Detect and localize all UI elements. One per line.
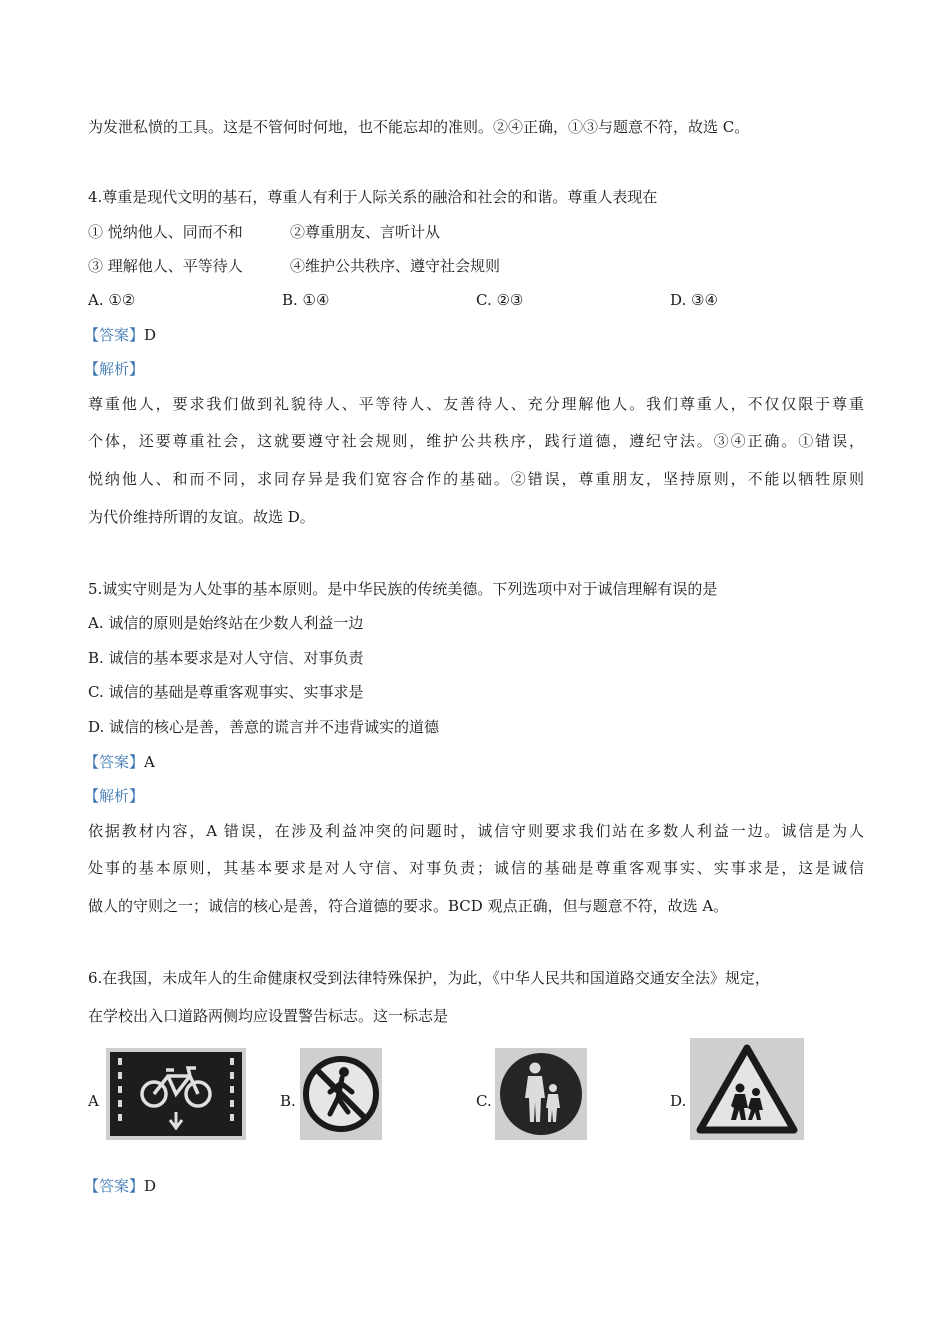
q4-analysis-line-4: 为代价维持所谓的友谊。故选 D。 <box>88 508 315 526</box>
q4-analysis-line-1: 尊重他人，要求我们做到礼貌待人、平等待人、友善待人、充分理解他人。我们尊重人，不仅仅限于尊重 <box>88 395 864 413</box>
adult-and-child-sign-icon <box>495 1048 587 1140</box>
q6-option-a-label: A <box>88 1092 99 1110</box>
q5-option-c: C. 诚信的基础是尊重客观事实、实事求是 <box>88 683 364 701</box>
bicycle-lane-sign-icon <box>106 1048 246 1140</box>
q5-analysis-line-3: 做人的守则之一；诚信的核心是善，符合道德的要求。BCD 观点正确，但与题意不符，故选 A。 <box>88 897 729 915</box>
q4-option-b: B. ①④ <box>282 291 330 309</box>
q6-option-c-sign <box>495 1048 587 1140</box>
q4-analysis-line-3: 悦纳他人、和而不同，求同存异是我们宽容合作的基础。②错误，尊重朋友，坚持原则，不能以牺牲原则 <box>88 470 864 488</box>
q6-answer-tag: 【答案】 <box>84 1177 145 1195</box>
q6-stem-line-1: 6.在我国，未成年人的生命健康权受到法律特殊保护，为此，《中华人民共和国道路交通安全法》规定， <box>88 969 770 987</box>
school-children-warning-sign-icon <box>690 1038 804 1140</box>
q4-answer-value: D <box>144 326 157 344</box>
q4-statement-3: ③ 理解他人、平等待人 <box>88 257 243 275</box>
q6-answer <box>84 1176 156 1196</box>
q5-option-d: D. 诚信的核心是善，善意的谎言并不违背诚实的道德 <box>88 718 440 736</box>
q6-option-d-label: D. <box>670 1092 687 1110</box>
no-pedestrians-sign-icon <box>300 1048 382 1140</box>
q5-analysis-line-1: 依据教材内容，A 错误，在涉及利益冲突的问题时，诚信守则要求我们站在多数人利益一边。诚信是为人 <box>88 822 864 840</box>
q5-option-b: B. 诚信的基本要求是对人守信、对事负责 <box>88 649 364 667</box>
q6-stem-line-2: 在学校出入口道路两侧均应设置警告标志。这一标志是 <box>88 1007 449 1025</box>
q5-option-a: A. 诚信的原则是始终站在少数人利益一边 <box>88 614 364 632</box>
q6-option-c-label: C. <box>476 1092 492 1110</box>
q6-answer-value: D <box>144 1177 157 1195</box>
q5-answer <box>84 752 155 772</box>
q6-option-a-sign <box>106 1048 246 1140</box>
q5-answer-tag: 【答案】 <box>84 753 145 771</box>
q4-statement-4: ④维护公共秩序、遵守社会规则 <box>290 257 501 275</box>
q4-option-d: D. ③④ <box>670 291 718 309</box>
q4-option-c: C. ②③ <box>476 291 524 309</box>
q4-answer-tag: 【答案】 <box>84 326 145 344</box>
q4-analysis-tag: 【解析】 <box>84 360 145 378</box>
q4-statement-1: ① 悦纳他人、同而不和 <box>88 223 243 241</box>
prev-answer-tail: 为发泄私愤的工具。这是不管何时何地，也不能忘却的准则。②④正确，①③与题意不符，故选 C。 <box>88 118 750 136</box>
q5-stem: 5.诚实守则是为人处事的基本原则。是中华民族的传统美德。下列选项中对于诚信理解有误的是 <box>88 580 718 598</box>
q6-option-b-label: B. <box>280 1092 296 1110</box>
q4-analysis-line-2: 个体，还要尊重社会，这就要遵守社会规则，维护公共秩序，践行道德，遵纪守法。③④正确。①错误， <box>88 432 864 450</box>
q5-analysis-tag: 【解析】 <box>84 787 145 805</box>
q6-option-d-sign <box>690 1038 804 1140</box>
q4-statement-2: ②尊重朋友、言听计从 <box>290 223 441 241</box>
q6-option-b-sign <box>300 1048 382 1140</box>
q4-stem: 4.尊重是现代文明的基石，尊重人有利于人际关系的融洽和社会的和谐。尊重人表现在 <box>88 188 658 206</box>
q4-answer <box>84 325 156 345</box>
q5-answer-value: A <box>144 753 155 771</box>
q4-option-a: A. ①② <box>88 291 136 309</box>
q5-analysis-line-2: 处事的基本原则，其基本要求是对人守信、对事负责；诚信的基础是尊重客观事实、实事求是，这是诚信 <box>88 859 864 877</box>
